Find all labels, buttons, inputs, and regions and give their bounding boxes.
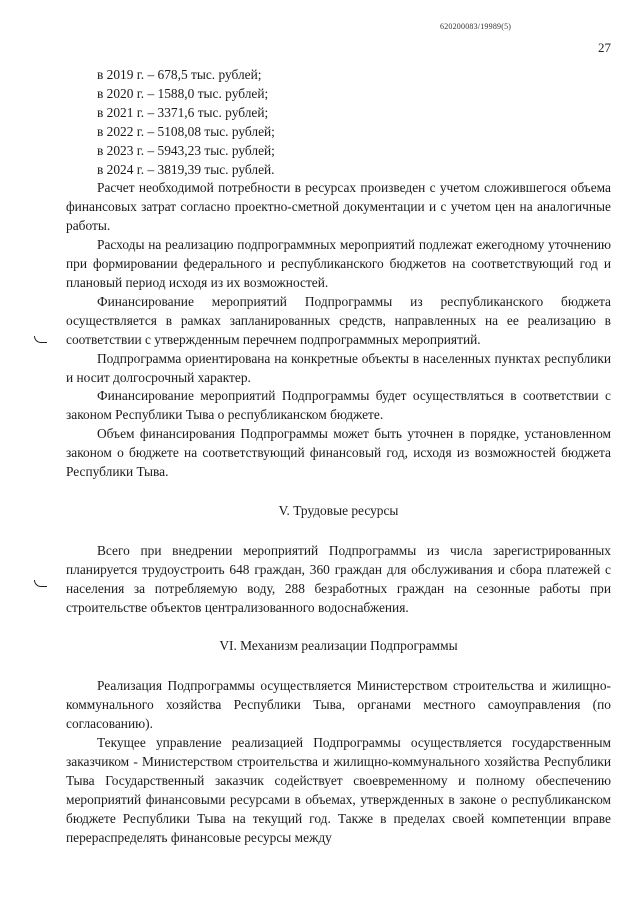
paragraph: Расчет необходимой потребности в ресурсах произведен с учетом сложившегося объема финансовых затрат согласно проектно-сметной документации и с учетом цен на аналогичные работы. [66,180,611,234]
funding-by-year-list [66,66,611,179]
section-heading-mechanism: VI. Механизм реализации Подпрограммы [219,638,458,654]
paragraph: Объем финансирования Подпрограммы может быть уточнен в порядке, установленном законом о бюджете на соответствующий финансовый год, исходя из возможностей бюджета Республики Тыва. [66,426,611,480]
paragraph: Финансирование мероприятий Подпрограммы из республиканского бюджета осуществляется в рамках запланированных средств, направленных на ее реализацию в соответствии с утвержденным перечнем подпрограммных мероприятий. [66,293,611,347]
paragraph: Подпрограмма ориентирована на конкретные объекты в населенных пунктах республики и носит долгосрочный характер. [66,350,611,385]
list-item: в 2019 г. – 678,5 тыс. рублей; [97,67,262,82]
paragraph: Текущее управление реализацией Подпрограммы осуществляется государственным заказчиком - Министерством строительства и жилищно-коммунального хозяйства Республики Тыва Государственный заказчик содействует своевременному и полному обеспечению мероприятий финансовыми ресурсами в объемах, утвержденных в законе о республиканском бюджете Республики Тыва на текущий год. Также в пределах своей компетенции вправе перераспределять финансовые ресурсы между [66,735,611,845]
list-item: в 2021 г. – 3371,6 тыс. рублей; [97,104,269,120]
list-item: в 2020 г. – 1588,0 тыс. рублей; [97,85,269,101]
list-item: в 2022 г. – 5108,08 тыс. рублей; [97,123,275,139]
margin-mark [34,336,47,343]
page-number: 27 [598,40,611,55]
paragraph: Расходы на реализацию подпрограммных мероприятий подлежат ежегодному уточнению при формировании федерального и республиканского бюджетов на соответствующий год и плановый период исходя из их возможностей. [66,237,611,290]
document-id: 620200083/19989(5) [440,22,512,31]
paragraph: Финансирование мероприятий Подпрограммы будет осуществляться в соответствии с законом Республики Тыва о республиканском бюджете. [66,388,611,423]
paragraph: Всего при внедрении мероприятий Подпрограммы из числа зарегистрированных планируется трудоустроить 648 граждан, 360 граждан для обслуживания и сбора платежей с населения за потребляемую воду, 288 безработных граждан на сезонные работы при строительстве объектов централизованного водоснабжения. [66,542,611,615]
list-item: в 2024 г. – 3819,39 тыс. рублей. [97,161,275,177]
document-body [66,66,611,848]
margin-mark [34,580,47,587]
list-item: в 2023 г. – 5943,23 тыс. рублей; [97,142,275,158]
section-heading-labor: V. Трудовые ресурсы [278,502,399,518]
paragraph: Реализация Подпрограммы осуществляется Министерством строительства и жилищно-коммунального хозяйства Республики Тыва, органами местного самоуправления (по согласованию). [66,678,611,732]
